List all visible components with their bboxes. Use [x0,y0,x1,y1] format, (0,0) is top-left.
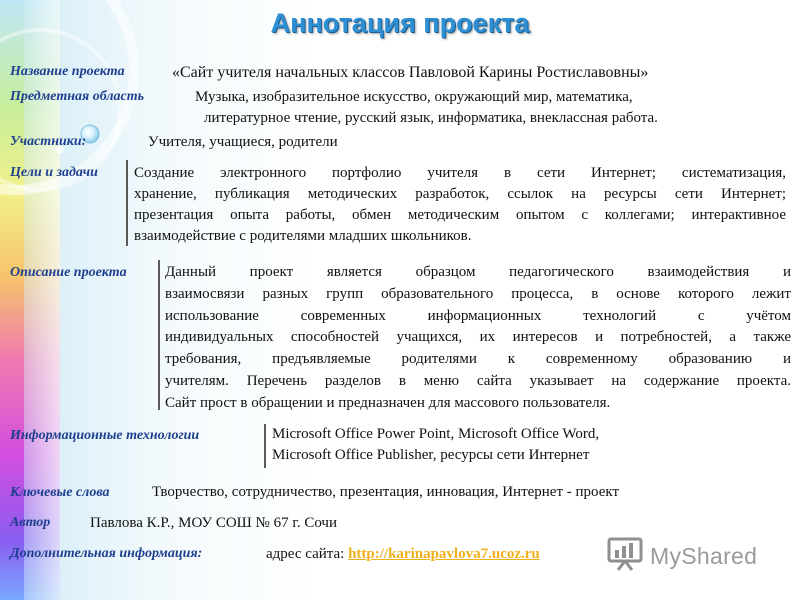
description-line-6: учителям. Перечень разделов в меню сайта указывает на содержание проекта. [165,372,791,389]
keywords-value: Творчество, сотрудничество, презентация, инновация, Интернет - проект [152,484,620,500]
extra-info-value [266,544,540,565]
goals-line-1: Создание электронного портфолио учителя в сети Интернет; систематизация, [134,165,786,181]
extra-info-label: Дополнительная информация: [10,546,203,561]
tech-divider [264,424,266,468]
page-title: Аннотация проекта [270,8,530,38]
tech-line-1: Microsoft Office Power Point, Microsoft Office Word, [272,426,600,442]
description-line-3: использование современных информационных технологий с учётом [165,307,791,324]
description-line-1: Данный проект является образцом педагогического взаимодействия и [165,264,791,280]
presentation-board-icon [606,536,644,577]
goals-line-2: хранение, публикация методических разработок, ссылок на ресурсы сети Интернет; [134,186,786,202]
project-name-value: «Сайт учителя начальных классов Павловой Карины Ростиславовны» [172,64,649,81]
participants-value: Учителя, учащиеся, родители [148,134,338,150]
watermark[interactable] [606,536,757,576]
participants-label: Участники: [10,134,87,149]
author-value: Павлова К.Р., МОУ СОШ № 67 г. Сочи [90,515,338,531]
tech-line-2: Microsoft Office Publisher, ресурсы сети Интернет [272,447,590,463]
description-label: Описание проекта [10,265,127,280]
description-line-2: взаимосвязи разных групп образовательного процесса, в основе которого лежит [165,285,791,302]
site-address-prefix: адрес сайта: [266,546,345,562]
goals-divider [126,160,128,246]
keywords-label: Ключевые слова [10,485,110,500]
subject-area-line-2: литературное чтение, русский язык, информатика, внеклассная работа. [204,110,658,126]
description-line-5: требования, предъявляемые родителями к современному образованию и [165,351,791,368]
subject-area-line-1: Музыка, изобразительное искусство, окружающий мир, математика, [195,89,633,105]
description-text [165,262,791,415]
goals-label: Цели и задачи [10,165,98,180]
goals-line-3: презентация опыта работы, обмен методическим опытом с коллегами; интерактивное [134,207,786,223]
tech-label: Информационные технологии [10,428,200,443]
project-name-label: Название проекта [10,64,125,79]
author-label: Автор [10,515,51,530]
goals-line-4: взаимодействие с родителями младших школьников. [134,228,472,244]
description-line-4: индивидуальных способностей учащихся, их интересов и потребностей, а также [165,329,791,346]
watermark-text: MyShared [650,542,758,569]
description-divider [158,260,160,410]
description-line-7: Сайт прост в обращении и предназначен для массового пользователя. [165,394,611,411]
goals-text [134,163,786,247]
site-link[interactable]: http://karinapavlova7.ucoz.ru [348,546,540,562]
subject-area-label: Предметная область [10,89,145,104]
